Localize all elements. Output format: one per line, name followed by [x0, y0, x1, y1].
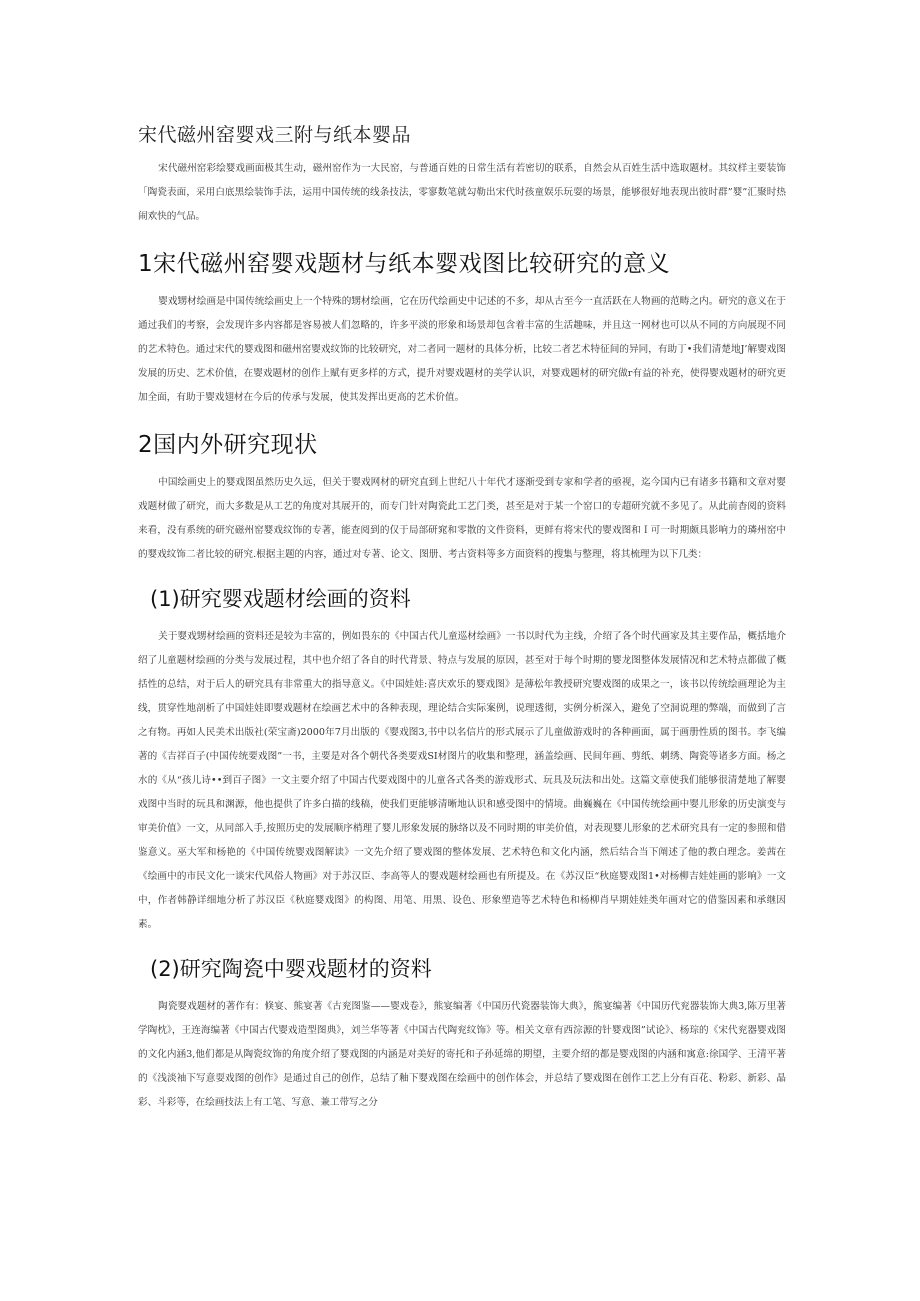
subsection-paragraph-2: 陶瓷婴戏题材的著作有：倏宴、熊宴著《古兖图鉴——婴戏卷》，熊宴编著《中国历代瓷器装饰大典》，熊宴编著《中国历代兖器装饰大典3,陈万里著学陶枕》，王连海编著《中国古代婴戏造型图典》，刘兰华等著《中国古代陶兖纹饰》等。相关文章有西淙源的针婴戏图”试论》、杨琮的《宋代兖器婴戏图的文化内涵3,他们都是从陶瓷纹饰的角度介绍了婴戏图的内涵是对美好的寄托和子孙延绵的期望，主要介绍的都是婴戏图的内涵和寓意:徐国学、王清平著的《浅淡袖下写意耍戏图的创作》是通过自己的创作，总结了釉下婴戏图在绘画中的创作体会，并总结了婴戏图在创作工艺上分有百花、粉彩、新彩、晶彩、斗彩等，在绘画技法上有工笔、写意、兼工带写之分: [138, 1001, 786, 1108]
section-heading-2: 2国内外研究现状: [138, 432, 318, 458]
subsection-heading-2: (2)研究陶瓷中婴戏题材的资料: [150, 957, 432, 981]
section-paragraph-2: 中国绘画史上的婴戏图虽然历史久远，但关于婴戏网材的研究直到上世纪八十年代才逐渐受到专家和学者的亟视，迄今国内已有诸多书籍和文章对婴戏题材做了研究，而大多数是从工艺的角度对其展开的，而专门针对陶瓷此工艺门类，甚至是对于某一个窑口的专超研究就不多见了。从此前杳阅的资料来看，没有系统的研究磁州窑婴戏纹饰的专著，能查阅到的仅于局部研窕和零散的文件资料，更鲜有将宋代的婴戏图和Ｉ可一时期颇具影响力的璘州窑中的婴戏纹饰二者比较的研究.根据主题的内容，通过对专著、论文、图册、考古资料等多方面资料的搜集与整理，将其梳理为以下几类：: [138, 477, 786, 560]
section-paragraph-1: 婴戏甥材绘画是中国传统绘画史上一个特殊的甥材绘画，它在历代绘画史中记述的不多，却从古至今一直活跃在人物画的范畴之内。研究的意义在于通过我们的考察，会发现许多内容都是容易被人们忽略的，许多平淡的形象和场景却包含着丰富的生活趣味，并且这一网材也可以从不同的方向展现不同的艺术特色。通过宋代的婴戏图和磁州窑婴戏纹饰的比较研究，对二者同一题材的具体分析，比较二者艺术特征间的异同，有助丁•我们清楚地J’解婴戏图发展的历史、艺术价值，在婴戏题材的创作上赋有更多样的方式，提升对婴戏题材的美学认识，对婴戏题材的研究做r有益的补充，使得婴戏题材的研究更加全面，有助于婴戏翅材在今后的传承与发展，使其发挥出更高的艺术价值。: [138, 296, 786, 403]
section-heading-1: 1宋代磁州窑婴戏题材与纸本婴戏图比较研究的意义: [138, 251, 671, 277]
subsection-heading-1: (1)研究婴戏题材绘画的资料: [150, 587, 411, 611]
subsection-paragraph-1: 关于婴戏甥材绘画的资料还是较为丰富的，例如畏东的《中国古代儿童巡材绘画》一书以时代为主线，介绍了各个时代画家及其主要作品，概括地介绍了儿童题材绘画的分类与发展过程，其中也介绍了各自的时代背景、特点与发展的原因，甚至对于每个时期的婴龙图整体发展情况和艺术特点都做了概括性的总结，对于后人的研究具有非常重大的指导意义。《中国娃娃:喜庆欢乐的婴戏图》是薄松年教授研究婴戏图的成果之一，该书以传统绘画理论为主线，贯穿性地剖析了中国娃娃即婴戏题材在绘画艺术中的各种表现，理论结合实际案例，说理透彻，实例分析深入，避免了空洞说理的弊端，而做到了言之有物。再如人民美术出版社(荣宝斋)2000年7月出版的《婴戏图3,书中以名信片的形式展示了儿童做游戏时的各种画面，属于画册性质的图书。李飞编著的《吉祥百子(中国传统要戏图”一书，主要是对各个朝代各类要戏SI材图片的收集和整理，涵盖绘画、民间年画、剪纸、刺绣、陶瓷等诸多方面。杨之水的《从“孩儿诗••到百子图》一文主要介绍了中国古代要戏图中的儿童各式各类的游戏形式、玩具及玩法和出处。这篇文章使我们能够很清楚地了解婴戏图中当时的玩具和渊源，他也提供了许多白描的线稿，使我们更能够清晰地认识和感受图中的情境。曲巍巍在《中国传统绘画中婴儿形象的历史演变与审美价值》一文，从同部入手,按照历史的发展顺序梢理了婴儿形象发展的脉络以及不同时期的审美价值，对表现婴儿形象的艺术研究具有一定的参照和借鉴意义。巫大军和杨艳的《中国传统婴戏图解读》一文先介绍了婴戏图的整体发展、艺术特色和文化内涵，然后结合当下阐述了他的教白理念。姜茜在《绘画中的市民文化一谈宋代风俗人物画》对于苏汉臣、李高等人的婴戏题材绘画也有所提及。在《苏汉臣“秋庭婴戏图1•对杨柳吉娃娃画的影响》一文中，作者韩静详细地分析了苏汉臣《秋庭婴戏图》的构图、用笔、用黑、设色、形象塑造等艺术特色和杨柳肖早期娃娃类年画对它的借鉴因素和承继因素。: [138, 631, 786, 930]
document-page: [138, 120, 786, 1131]
intro-paragraph: 宋代磁州窑彩绘婴戏画面极其生动，磁州窑作为一大民窑，与普通百姓的日常生活有若密切的联系，自然会从百姓生活中选取题材。其纹样主要装饰「陶瓷表面，采用白底黑绘装饰手法，运用中国传统的线条技法，零寥数笔就勾勒出宋代时孩童娱乐玩耍的场景，能够很好地表现出彼时群”婴”汇聚时热闹欢快的气品。: [138, 163, 786, 222]
document-title: 宋代磁州窑婴戏三附与纸本婴品: [138, 124, 412, 146]
